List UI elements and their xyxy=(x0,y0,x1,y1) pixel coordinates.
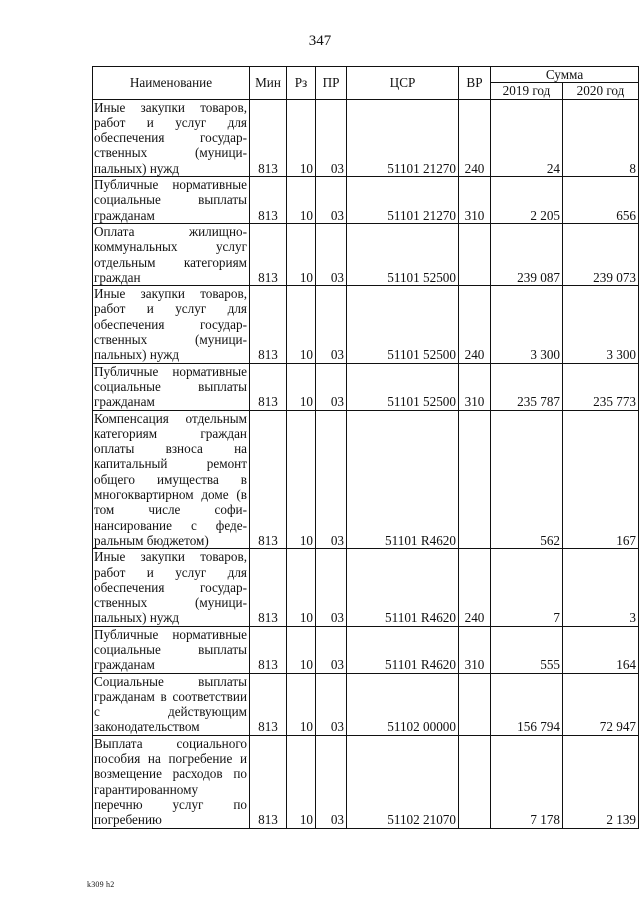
row-min: 813 xyxy=(250,626,287,673)
row-pr: 03 xyxy=(316,363,347,410)
row-vr: 310 xyxy=(459,626,491,673)
row-vr xyxy=(459,223,491,285)
row-amount-2020: 3 xyxy=(563,549,639,626)
footer-code: k309 h2 xyxy=(87,880,115,889)
row-csr: 51101 R4620 xyxy=(347,549,459,626)
row-pr: 03 xyxy=(316,177,347,224)
header-sum: Сумма xyxy=(491,67,639,83)
row-name: Публичные нормативные социальные выплаты гражданам xyxy=(93,626,250,673)
table-header xyxy=(93,67,639,100)
table-row xyxy=(93,177,639,224)
row-min: 813 xyxy=(250,549,287,626)
table-row xyxy=(93,626,639,673)
row-csr: 51101 21270 xyxy=(347,177,459,224)
row-csr: 51101 52500 xyxy=(347,286,459,363)
row-vr xyxy=(459,735,491,828)
row-amount-2020: 72 947 xyxy=(563,673,639,735)
row-amount-2020: 235 773 xyxy=(563,363,639,410)
row-rz: 10 xyxy=(287,99,316,176)
row-min: 813 xyxy=(250,177,287,224)
row-csr: 51102 21070 xyxy=(347,735,459,828)
row-rz: 10 xyxy=(287,410,316,549)
row-amount-2020: 3 300 xyxy=(563,286,639,363)
table-row xyxy=(93,223,639,285)
table-row xyxy=(93,673,639,735)
row-name: Компенсация отдельным категориям граждан оплаты взноса на капитальный ремонт общего имущества в многоквартирном доме (в том числе софинансирование с федеральным бюджетом) xyxy=(93,410,250,549)
header-min: Мин xyxy=(250,67,287,100)
table-row xyxy=(93,735,639,828)
row-pr: 03 xyxy=(316,673,347,735)
table-row xyxy=(93,410,639,549)
row-name: Публичные нормативные социальные выплаты гражданам xyxy=(93,177,250,224)
row-vr xyxy=(459,410,491,549)
row-rz: 10 xyxy=(287,286,316,363)
row-rz: 10 xyxy=(287,177,316,224)
row-vr: 240 xyxy=(459,549,491,626)
row-name: Иные закупки товаров, работ и услуг для обеспечения государственных (муниципальных) нужд xyxy=(93,286,250,363)
row-csr: 51101 21270 xyxy=(347,99,459,176)
row-amount-2019: 156 794 xyxy=(491,673,563,735)
row-rz: 10 xyxy=(287,735,316,828)
row-csr: 51101 R4620 xyxy=(347,626,459,673)
row-amount-2020: 167 xyxy=(563,410,639,549)
row-vr: 240 xyxy=(459,99,491,176)
row-name: Оплата жилищно-коммунальных услуг отдельным категориям граждан xyxy=(93,223,250,285)
row-amount-2019: 239 087 xyxy=(491,223,563,285)
row-csr: 51101 R4620 xyxy=(347,410,459,549)
row-rz: 10 xyxy=(287,549,316,626)
budget-table xyxy=(92,66,639,829)
row-amount-2020: 2 139 xyxy=(563,735,639,828)
row-csr: 51101 52500 xyxy=(347,223,459,285)
row-amount-2020: 164 xyxy=(563,626,639,673)
table-row xyxy=(93,99,639,176)
table-body xyxy=(93,99,639,828)
table-row xyxy=(93,363,639,410)
row-name: Иные закупки товаров, работ и услуг для обеспечения государственных (муниципальных) нужд xyxy=(93,549,250,626)
row-amount-2019: 2 205 xyxy=(491,177,563,224)
row-amount-2020: 656 xyxy=(563,177,639,224)
row-pr: 03 xyxy=(316,286,347,363)
table-row xyxy=(93,286,639,363)
row-min: 813 xyxy=(250,99,287,176)
row-vr xyxy=(459,673,491,735)
row-rz: 10 xyxy=(287,223,316,285)
row-name: Иные закупки товаров, работ и услуг для обеспечения государственных (муниципальных) нужд xyxy=(93,99,250,176)
row-amount-2019: 7 xyxy=(491,549,563,626)
header-rz: Рз xyxy=(287,67,316,100)
row-amount-2019: 235 787 xyxy=(491,363,563,410)
row-min: 813 xyxy=(250,223,287,285)
header-name: Наименование xyxy=(93,67,250,100)
row-min: 813 xyxy=(250,735,287,828)
row-amount-2020: 8 xyxy=(563,99,639,176)
row-amount-2020: 239 073 xyxy=(563,223,639,285)
row-pr: 03 xyxy=(316,410,347,549)
row-rz: 10 xyxy=(287,626,316,673)
table-row xyxy=(93,549,639,626)
header-csr: ЦСР xyxy=(347,67,459,100)
header-vr: ВР xyxy=(459,67,491,100)
row-amount-2019: 3 300 xyxy=(491,286,563,363)
header-pr: ПР xyxy=(316,67,347,100)
header-2020: 2020 год xyxy=(563,83,639,99)
row-name: Выплата социального пособия на погребение и возмещение расходов по гарантированному перечню услуг по погребению xyxy=(93,735,250,828)
row-pr: 03 xyxy=(316,735,347,828)
row-pr: 03 xyxy=(316,626,347,673)
page-number: 347 xyxy=(308,33,332,49)
row-name: Публичные нормативные социальные выплаты гражданам xyxy=(93,363,250,410)
row-amount-2019: 562 xyxy=(491,410,563,549)
row-min: 813 xyxy=(250,410,287,549)
row-amount-2019: 7 178 xyxy=(491,735,563,828)
header-2019: 2019 год xyxy=(491,83,563,99)
row-amount-2019: 555 xyxy=(491,626,563,673)
row-pr: 03 xyxy=(316,223,347,285)
row-pr: 03 xyxy=(316,549,347,626)
row-vr: 310 xyxy=(459,177,491,224)
row-csr: 51102 00000 xyxy=(347,673,459,735)
row-vr: 310 xyxy=(459,363,491,410)
row-rz: 10 xyxy=(287,673,316,735)
row-min: 813 xyxy=(250,286,287,363)
row-csr: 51101 52500 xyxy=(347,363,459,410)
row-min: 813 xyxy=(250,673,287,735)
row-vr: 240 xyxy=(459,286,491,363)
row-pr: 03 xyxy=(316,99,347,176)
row-name: Социальные выплаты гражданам в соответствии с действующим законодательством xyxy=(93,673,250,735)
row-rz: 10 xyxy=(287,363,316,410)
row-amount-2019: 24 xyxy=(491,99,563,176)
row-min: 813 xyxy=(250,363,287,410)
